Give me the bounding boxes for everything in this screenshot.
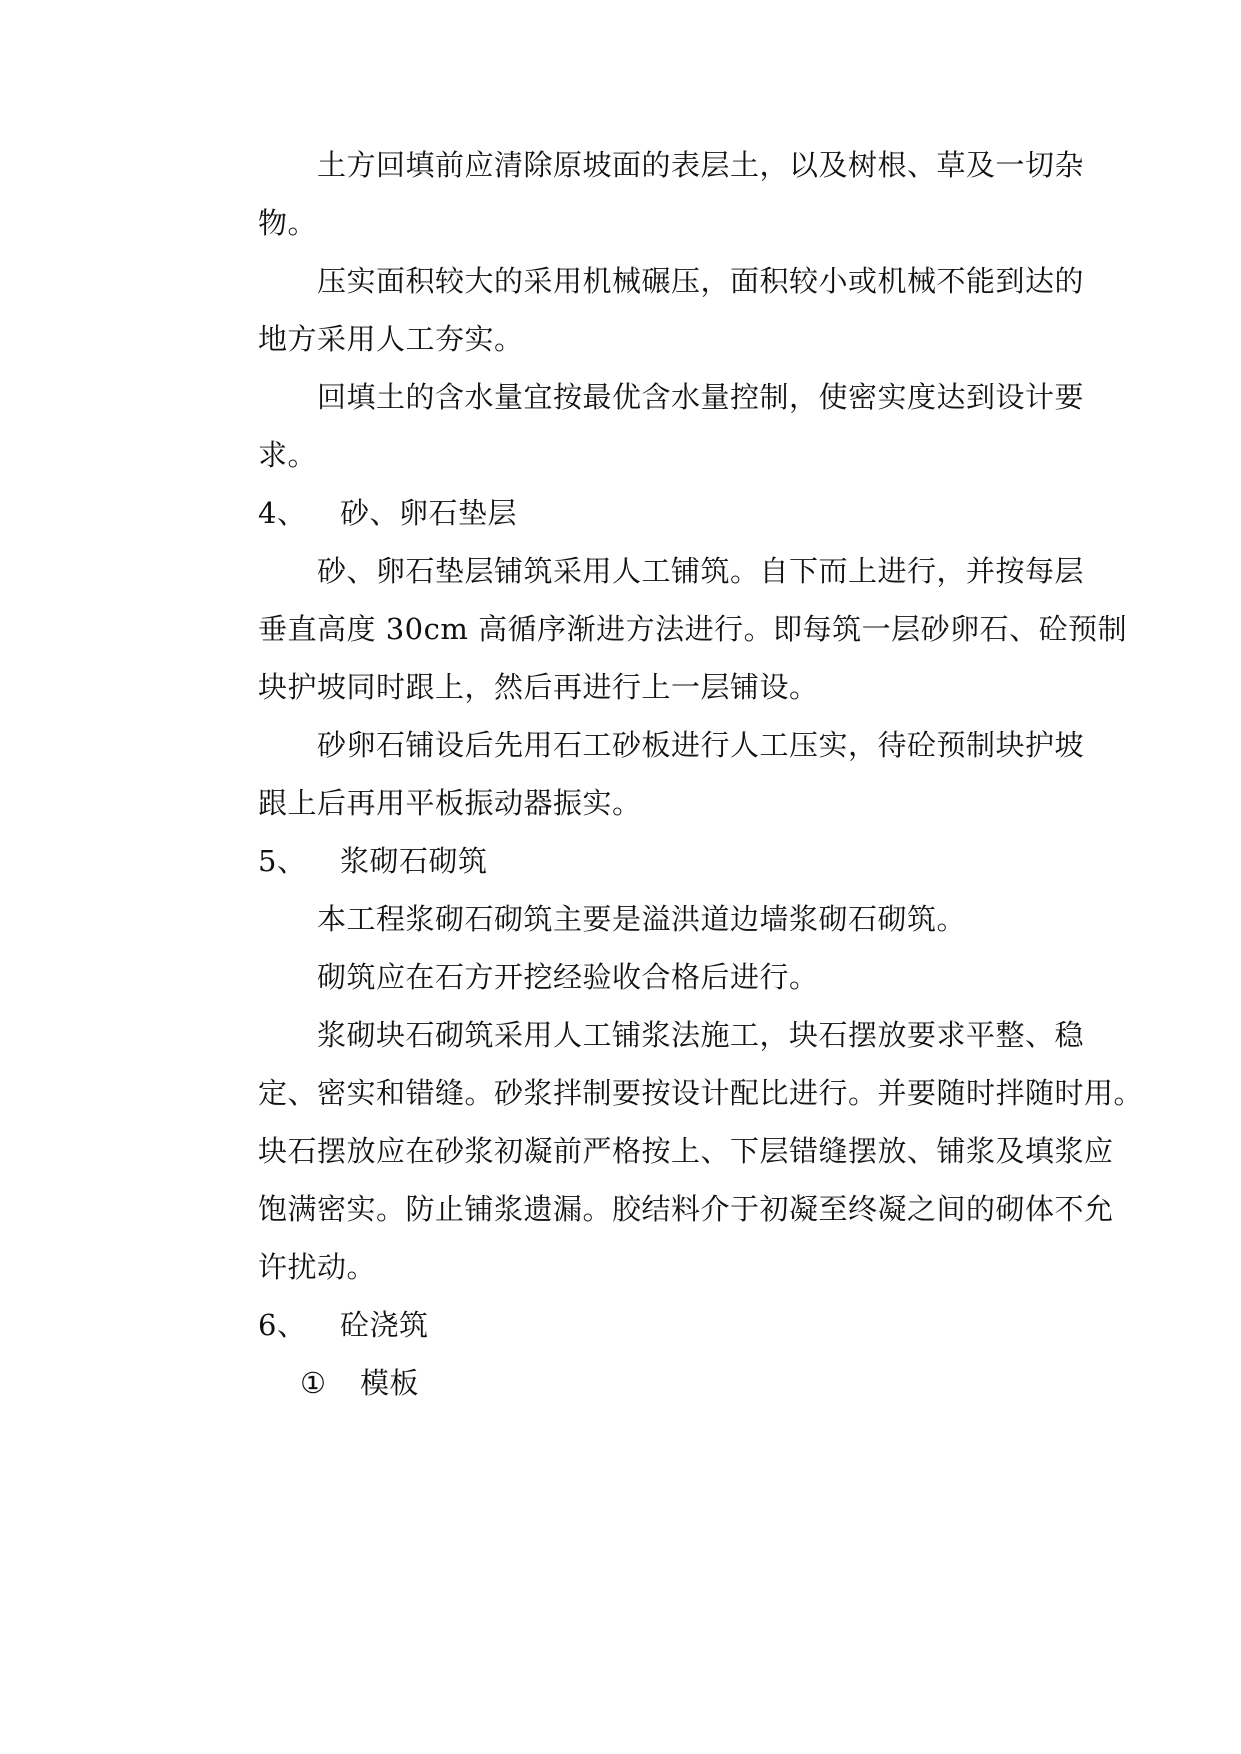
- heading-number: 6、: [258, 1308, 307, 1342]
- paragraph-line: 压实面积较大的采用机械碾压，面积较小或机械不能到达的: [317, 264, 1085, 298]
- paragraph-line: 砂卵石铺设后先用石工砂板进行人工压实，待砼预制块护坡: [317, 728, 1085, 762]
- subsection-title: 模板: [360, 1366, 420, 1400]
- section-heading-6: [258, 1305, 1088, 1345]
- subsection-heading: [300, 1363, 1000, 1403]
- heading-number: 5、: [258, 844, 307, 878]
- heading-title: 砼浇筑: [340, 1308, 429, 1342]
- paragraph-line: 跟上后再用平板振动器振实。: [258, 786, 642, 820]
- subsection-number: ①: [300, 1366, 327, 1400]
- paragraph-line: 定、密实和错缝。砂浆拌制要按设计配比进行。并要随时拌随时用。: [258, 1076, 1144, 1110]
- heading-number: 4、: [258, 496, 307, 530]
- paragraph-line: 垂直高度 30cm 高循序渐进方法进行。即每筑一层砂卵石、砼预制: [258, 612, 1128, 646]
- paragraph-line: 砌筑应在石方开挖经验收合格后进行。: [317, 960, 819, 994]
- paragraph-line: 物。: [258, 206, 318, 240]
- paragraph-line: 土方回填前应清除原坡面的表层土，以及树根、草及一切杂: [317, 148, 1085, 182]
- heading-title: 砂、卵石垫层: [340, 496, 518, 530]
- heading-title: 浆砌石砌筑: [340, 844, 488, 878]
- paragraph-line: 浆砌块石砌筑采用人工铺浆法施工，块石摆放要求平整、稳: [317, 1018, 1085, 1052]
- paragraph-line: 地方采用人工夯实。: [258, 322, 524, 356]
- paragraph-line: 回填土的含水量宜按最优含水量控制，使密实度达到设计要: [317, 380, 1085, 414]
- section-heading-5: [258, 841, 1088, 881]
- paragraph-line: 块护坡同时跟上，然后再进行上一层铺设。: [258, 670, 819, 704]
- section-heading-4: [258, 493, 1088, 533]
- paragraph-line: 块石摆放应在砂浆初凝前严格按上、下层错缝摆放、铺浆及填浆应: [258, 1134, 1114, 1168]
- paragraph-line: 许扰动。: [258, 1250, 377, 1284]
- paragraph-line: 求。: [258, 438, 318, 472]
- paragraph-line: 砂、卵石垫层铺筑采用人工铺筑。自下而上进行，并按每层: [317, 554, 1085, 588]
- paragraph-line: 饱满密实。防止铺浆遗漏。胶结料介于初凝至终凝之间的砌体不允: [258, 1192, 1114, 1226]
- paragraph-line: 本工程浆砌石砌筑主要是溢洪道边墙浆砌石砌筑。: [317, 902, 967, 936]
